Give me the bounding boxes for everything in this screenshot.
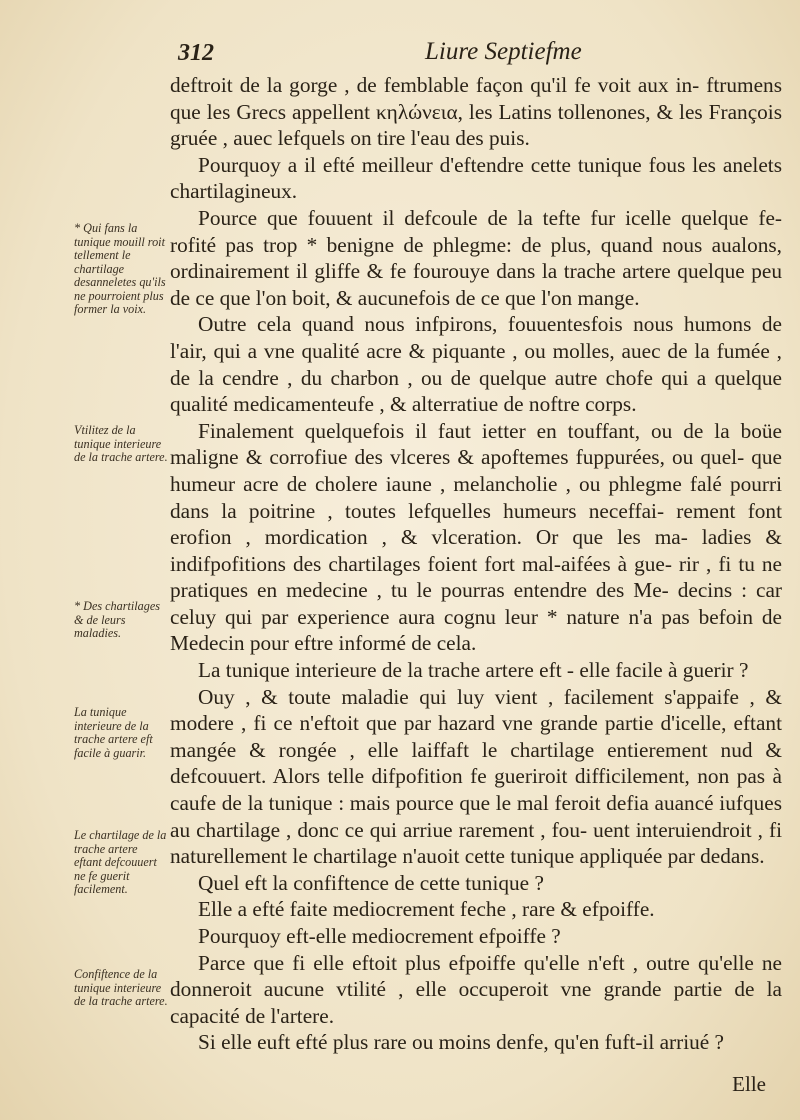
margin-note: Vtilitez de la tunique interieure de la trache artere. <box>74 423 168 464</box>
paragraph: Ouy , & toute maladie qui luy vient , facilement s'appaife , & modere , fi ce n'eftoit que par hazard vne grande partie d'icelle, eftant mangée & rongée , elle laiffaft le chartilage entierement nud & defcouuert. Alors telle difpofition fe gueriroit difficilement, non pas à caufe de la tunique : mais pource que le mal feroit defia auancé iufques au chartilage , donc ce qui arriue rarement , fou- uent interuiendroit , fi naturellement le chartilage n'auoit cette tunique appliquée par dedans. <box>170 684 782 869</box>
question: Quel eft la confiftence de cette tunique ? <box>198 870 544 895</box>
paragraph: Elle a efté faite mediocrement feche , rare & efpoiffe. <box>198 897 655 922</box>
margin-note: Confiftence de la tunique interieure de la trache artere. <box>74 967 168 1008</box>
question: Pourquoy eft-elle mediocrement efpoiffe ? <box>198 924 561 948</box>
margin-note: Le chartilage de la trache artere eftant defcouuert ne fe guerit facilement. <box>74 828 167 896</box>
main-text <box>170 72 782 1056</box>
paragraph: Pource que fouuent il defcoule de la tefte fur icelle quelque fe- rofité pas trop * benigne de phlegme: de plus, quand nous aualons, ordinairement il gliffe & fe fourouye dans la trache artere quelque peu de ce que l'on boit, & aucunefois de ce que l'on mange. <box>170 205 782 310</box>
catchword: Elle <box>732 1072 766 1096</box>
page-header <box>170 38 780 72</box>
paragraph: deftroit de la gorge , de femblable façon qu'il fe voit aux in- ftrumens que les Grecs appellent κηλώνεια, les Latins tollenones, & les François gruée , auec lefquels on tire l'eau des puis. <box>170 73 782 151</box>
question: La tunique interieure de la trache artere eft - elle facile à guerir ? <box>198 658 749 683</box>
margin-note: La tunique interieure de la trache artere eft facile à guarir. <box>74 705 153 760</box>
margin-note: * Des chartilages & de leurs maladies. <box>74 599 160 640</box>
page-number: 312 <box>178 40 214 66</box>
margin-note: * Qui fans la tunique mouill roit tellement le chartilage desanneletes qu'ils ne pourroient plus former la voix. <box>74 221 166 316</box>
question: Pourquoy a il efté meilleur d'eftendre cette tunique fous les anelets chartilagineux. <box>170 152 782 204</box>
paragraph: Parce que fi elle eftoit plus efpoiffe qu'elle n'eft , outre qu'elle ne donneroit aucune vtilité , elle occuperoit vne grande partie de la capacité de l'artere. <box>170 950 782 1028</box>
running-title: Liure Septiefme <box>425 38 582 65</box>
paragraph: Finalement quelquefois il faut ietter en touffant, ou de la boüe maligne & corrofiue des vlceres & apoftemes fuppurées, ou quel- que humeur acre de cholere iaune , melancholie , ou phlegme falé pourri dans la poitrine , toutes lefquelles humeurs neceffai- rement font erofion , mordication , & vlceration. Or que les ma- ladies & indifpofitions des chartilages foient fort mal-aifées à gue- rir , fi tu ne pratiques en medecine , tu le pourras entendre des Me- decins : car celuy qui par experience aura cognu leur * nature n'a pas befoin de Medecin pour eftre informé de cela. <box>170 418 782 656</box>
paragraph: Outre cela quand nous infpirons, fouuentesfois nous humons de l'air, qui a vne qualité acre & piquante , ou molles, auec de la fumée , de la cendre , du charbon , ou de quelque autre chofe qui a quelque qualité medicamenteufe , & alterratiue de noftre corps. <box>170 312 782 417</box>
question: Si elle euft efté plus rare ou moins denfe, qu'en fuft-il arriué ? <box>198 1030 725 1055</box>
